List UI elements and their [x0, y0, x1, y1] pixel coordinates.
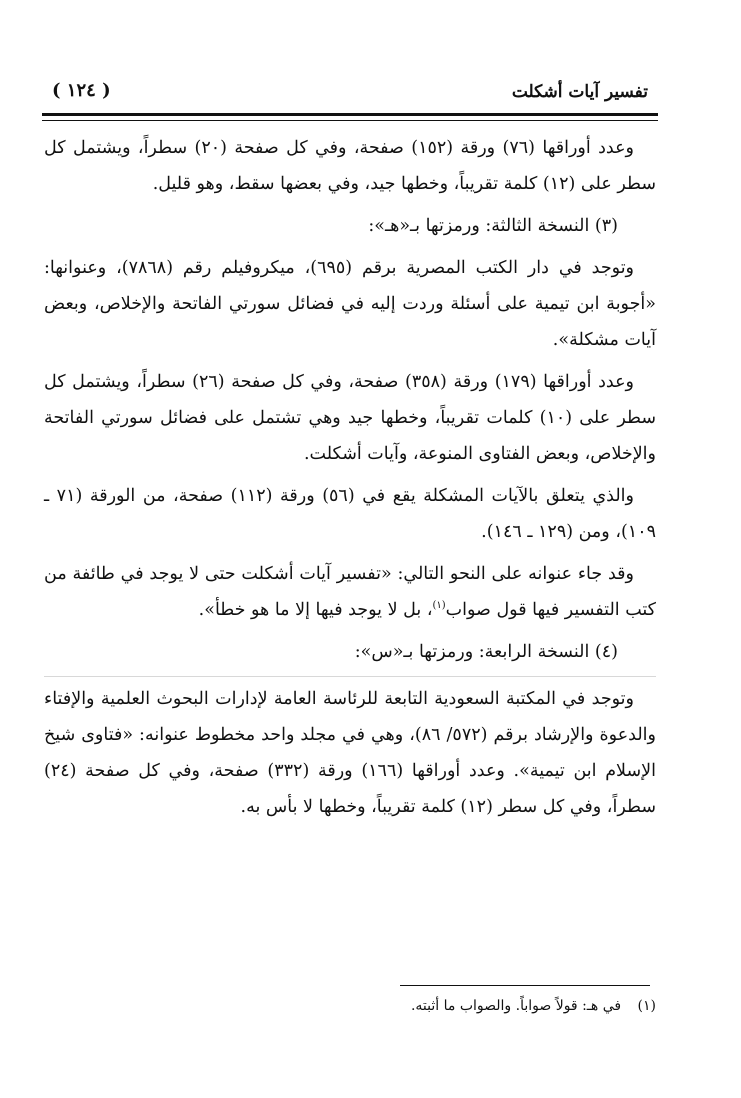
paragraph-text-tail: ، بل لا يوجد فيها إلا ما هو خطأ».: [198, 600, 433, 620]
paragraph: وتوجد في دار الكتب المصرية برقم (٦٩٥)، ميكروفيلم رقم (٧٨٦٨)، وعنوانها: «أجوبة ابن تيمية على أسئلة وردت إليه في فضائل سورتي الفاتحة والإخلاص، وبعض آيات مشكلة».: [44, 258, 656, 350]
paragraph-with-footnote: [44, 556, 656, 628]
section-heading-copy-4: (٤) النسخة الرابعة: ورمزتها بـ«س»:: [354, 642, 618, 662]
paragraph-text: وقد جاء عنوانه على النحو التالي: «تفسير آيات أشكلت حتى لا يوجد في طائفة من كتب التفسير فيها قول صواب: [44, 564, 656, 620]
header-rule-thin: [42, 120, 658, 121]
paragraph: والذي يتعلق بالآيات المشكلة يقع في (٥٦) ورقة (١١٢) صفحة، من الورقة (٧١ ـ ١٠٩)، ومن (١٢٩ ـ ١٤٦).: [44, 486, 656, 542]
footnote-reference: (١): [432, 600, 446, 612]
paragraph: وعدد أوراقها (١٧٩) ورقة (٣٥٨) صفحة، وفي كل صفحة (٢٦) سطراً، ويشتمل كل سطر على (١٠) كلمات تقريباً، وخطها جيد وهي تشتمل على فضائل سورتي الفاتحة والإخلاص، وبعض الفتاوى المنوعة، وآيات أشكلت.: [44, 372, 657, 464]
section-heading-copy-3: (٣) النسخة الثالثة: ورمزتها بـ«هـ»:: [368, 216, 618, 236]
header-rule-thick: [42, 113, 658, 116]
running-title: تفسير آيات أشكلت: [511, 82, 648, 102]
page-number: ( ١٢٤ ): [52, 80, 111, 101]
footnote-rule: [400, 985, 650, 986]
footnote-text: في هـ: قولاً صواباً. والصواب ما أثبته.: [410, 998, 622, 1014]
body-text: [44, 130, 656, 831]
footnote-mark: (١): [637, 998, 656, 1014]
paragraph: وتوجد في المكتبة السعودية التابعة للرئاسة العامة لإدارات البحوث العلمية والإفتاء والدعوة والإرشاد برقم (٥٧٢/ ٨٦)، وهي في مجلد واحد مخطوط عنوانه: «فتاوى شيخ الإسلام ابن تيمية». وعدد أوراقها (١٦٦) ورقة (٣٣٢) صفحة، وفي كل صفحة (٢٤) سطراً، وفي كل سطر (١٢) كلمة تقريباً، وخطها لا بأس به.: [44, 676, 656, 825]
paragraph: وعدد أوراقها (٧٦) ورقة (١٥٢) صفحة، وفي كل صفحة (٢٠) سطراً، ويشتمل كل سطر على (١٢) كلمة تقريباً، وخطها جيد، وفي بعضها سقط، وهو قليل.: [44, 138, 656, 194]
page-header: [52, 78, 648, 108]
footnote: [44, 994, 656, 1018]
